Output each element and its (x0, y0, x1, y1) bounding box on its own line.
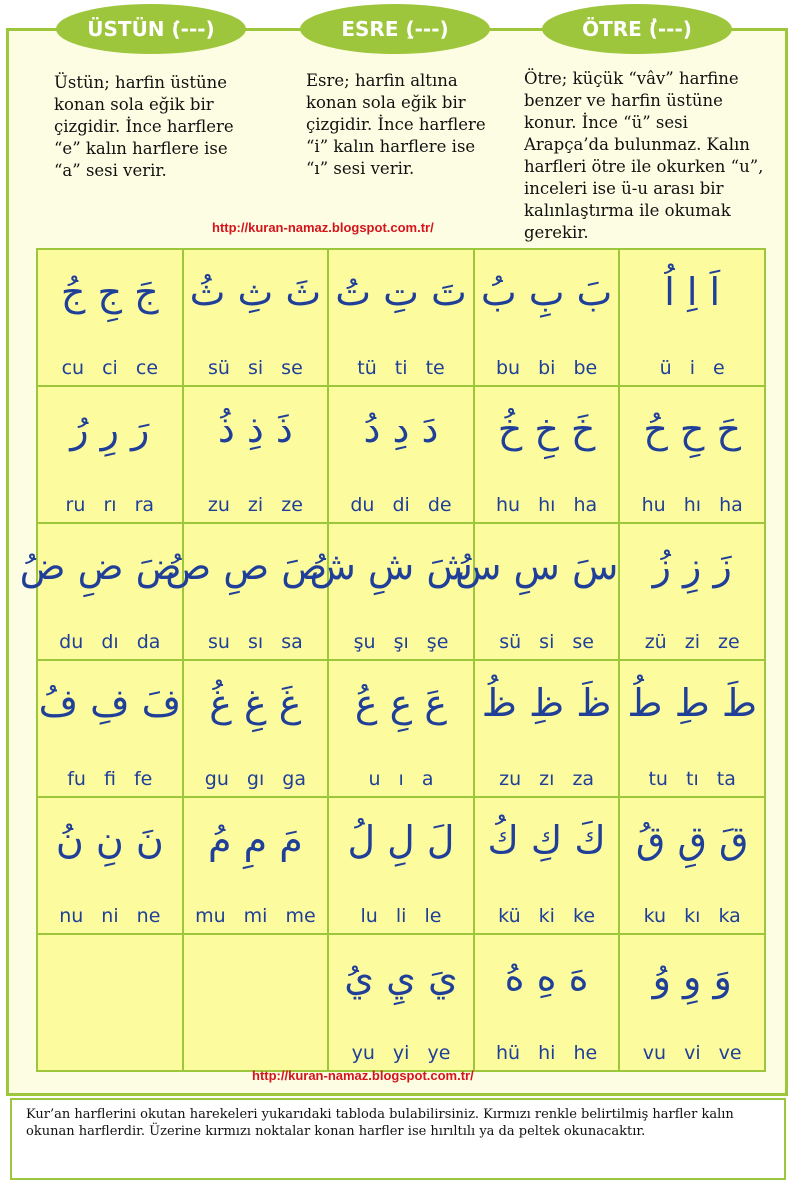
letter-cell (38, 798, 184, 935)
letter-cell (455, 524, 621, 661)
latin-reading: fu fi fe (67, 768, 153, 790)
letter-cell (620, 798, 766, 935)
letter-cell (475, 935, 621, 1072)
latin-reading: bu bi be (495, 357, 598, 379)
latin-reading: zu zi ze (207, 494, 303, 516)
arabic-letters: عَ عِ عُ (354, 681, 448, 725)
arabic-letters: لَ لِ لُ (347, 818, 455, 862)
arabic-letters: فَ فِ فُ (38, 681, 181, 725)
arabic-letters: دَ دِ دُ (363, 407, 439, 451)
letter-cell (329, 387, 475, 524)
latin-reading: su sı sa (208, 631, 303, 653)
latin-reading: lu li le (360, 905, 442, 927)
letter-cell (475, 798, 621, 935)
letter-cell (38, 387, 184, 524)
arabic-letters: شَ شِ شُ (309, 544, 473, 588)
arabic-letters: نَ نِ نُ (55, 818, 164, 862)
latin-reading: tü ti te (357, 357, 445, 379)
intro-esre: Esre; harfin altına konan sola eğik bir çizgidir. İnce harflere “i” kalın harflere ise “ı” sesi verir. (306, 71, 486, 178)
harakah-table (19, 248, 766, 1072)
latin-reading: du dı da (59, 631, 161, 653)
latin-reading: hu hı ha (496, 494, 598, 516)
letter-cell (165, 524, 330, 661)
letter-cell (184, 387, 330, 524)
arabic-letters: ضَ ضِ ضُ (19, 544, 182, 588)
latin-reading: u ı a (368, 768, 434, 790)
latin-reading: kü ki ke (498, 905, 596, 927)
latin-reading: tu tı ta (648, 768, 736, 790)
arabic-letters: ذَ ذِ ذُ (217, 407, 293, 451)
arabic-letters: جَ جِ جُ (60, 270, 159, 314)
latin-reading: hu hı ha (641, 494, 743, 516)
letter-cell (19, 524, 184, 661)
arabic-letters: كَ كِ كُ (487, 818, 606, 862)
arabic-letters: صَ صِ صُ (165, 544, 328, 588)
header-ustun: ÜSTÜN (َ---) (56, 4, 246, 54)
letter-cell (475, 661, 621, 798)
arabic-letters: تَ تِ تُ (335, 270, 467, 314)
letter-cell (329, 935, 475, 1072)
source-url-bottom[interactable]: http://kuran-namaz.blogspot.com.tr/ (252, 1068, 474, 1083)
footer-note: Kur’an harflerini okutan harekeleri yukarıdaki tabloda bulabilirsiniz. Kırmızı renkle belirtilmiş harfler kalın okunan harflerdir. Üzerine kırmızı noktalar konan harfler ise hırıltılı ya da peltek okunacaktır. (26, 1107, 734, 1139)
letter-cell (38, 250, 184, 387)
arabic-letters: خَ خِ خُ (497, 407, 596, 451)
letter-cell (475, 387, 621, 524)
arabic-letters: مَ مِ مُ (208, 818, 303, 862)
letter-cell (38, 935, 184, 1072)
letter-cell (620, 250, 766, 387)
latin-reading: nu ni ne (59, 905, 161, 927)
intro-otre: Ötre; küçük “vâv” harfine benzer ve harfin üstüne konur. İnce “ü” sesi Arapça’da bulunmaz. Kalın harfleri ötre ile okurken “u”, inceleri ise ü-u arası bir kalınlaştırma ile okumak gerekir. (524, 69, 764, 242)
latin-reading: gu gı ga (204, 768, 306, 790)
latin-reading: zu zı za (499, 768, 595, 790)
header-otre: ÖTRE (ُ---) (542, 4, 732, 54)
letter-cell (184, 798, 330, 935)
arabic-letters: زَ زِ زُ (652, 544, 732, 588)
arabic-letters: غَ غِ غُ (209, 681, 302, 725)
arabic-letters: ظَ ظِ ظُ (481, 681, 612, 725)
arabic-letters: طَ طِ طُ (627, 681, 757, 725)
letter-cell (475, 250, 621, 387)
intro-ustun: Üstün; harfin üstüne konan sola eğik bir çizgidir. İnce harflere “e” kalın harflere ise “a” sesi verir. (54, 73, 234, 180)
letter-cell (184, 935, 330, 1072)
arabic-letters: حَ حِ حُ (643, 407, 742, 451)
letter-cell (329, 798, 475, 935)
latin-reading: zü zi ze (644, 631, 740, 653)
letter-cell (620, 524, 766, 661)
footer-note-box (10, 1098, 786, 1180)
arabic-letters: بَ بِ بُ (480, 270, 613, 314)
letter-cell (620, 935, 766, 1072)
letter-cell (184, 250, 330, 387)
arabic-letters: سَ سِ سُ (455, 544, 619, 588)
latin-reading: şu şı şe (353, 631, 449, 653)
arabic-letters: رَ رِ رُ (70, 407, 150, 451)
latin-reading: vu vi ve (642, 1042, 742, 1064)
letter-cell (329, 250, 475, 387)
letter-cell (38, 661, 184, 798)
latin-reading: ku kı ka (643, 905, 741, 927)
arabic-letters: اَ اِ اُ (664, 270, 721, 314)
letter-cell (329, 661, 475, 798)
latin-reading: du di de (350, 494, 452, 516)
latin-reading: sü si se (499, 631, 594, 653)
latin-reading: ü i e (659, 357, 725, 379)
arabic-letters: قَ قِ قُ (635, 818, 749, 862)
arabic-letters: ثَ ثِ ثُ (189, 270, 322, 314)
arabic-letters: يَ يِ يُ (344, 955, 458, 999)
latin-reading: hü hi he (495, 1042, 598, 1064)
letter-cell (309, 524, 475, 661)
latin-reading: yu yi ye (351, 1042, 451, 1064)
latin-reading: mu mi me (195, 905, 316, 927)
header-esre: ESRE (ِ---) (300, 4, 490, 54)
arabic-letters: هَ هِ هُ (504, 955, 589, 999)
latin-reading: cu ci ce (61, 357, 159, 379)
arabic-letters: وَ وِ وُ (652, 955, 732, 999)
source-url-top[interactable]: http://kuran-namaz.blogspot.com.tr/ (212, 220, 434, 235)
latin-reading: sü si se (207, 357, 303, 379)
letter-cell (620, 387, 766, 524)
latin-reading: ru rı ra (65, 494, 155, 516)
letter-cell (184, 661, 330, 798)
letter-cell (620, 661, 766, 798)
